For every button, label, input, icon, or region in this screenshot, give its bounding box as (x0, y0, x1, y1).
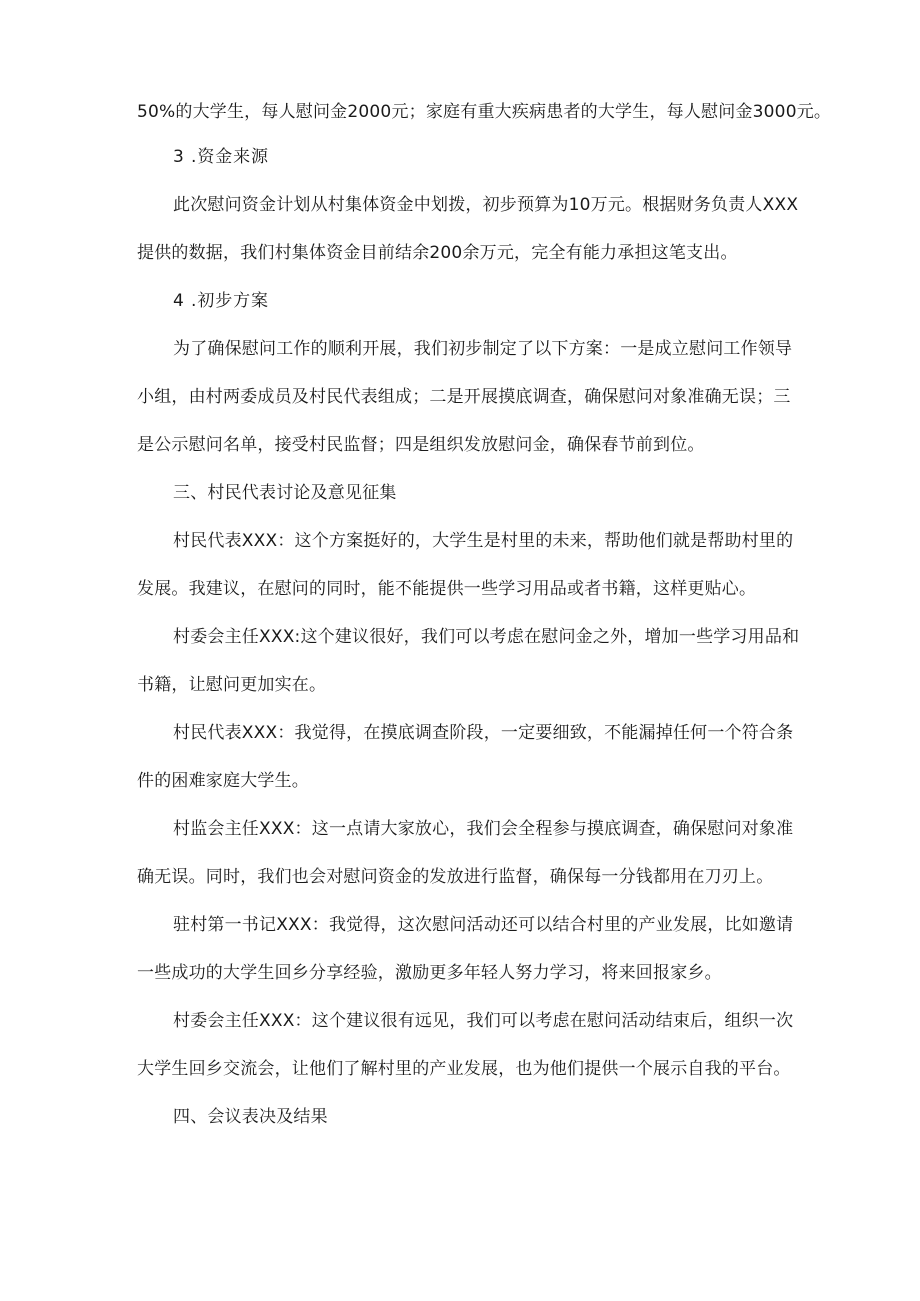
paragraph-line: 村委会主任XXX:这个建议很好，我们可以考虑在慰问金之外，增加一些学习用品和 (173, 627, 800, 647)
paragraph-line: 确无误。同时，我们也会对慰问资金的发放进行监督，确保每一分钱都用在刀刃上。 (137, 867, 774, 887)
paragraph-line: 书籍，让慰问更加实在。 (137, 675, 327, 695)
paragraph-line: 提供的数据，我们村集体资金目前结余200余万元，完全有能力承担这笔支出。 (137, 243, 738, 263)
paragraph-line: 一些成功的大学生回乡分享经验，激励更多年轻人努力学习，将来回报家乡。 (137, 963, 722, 983)
section-heading: 3 .资金来源 (173, 147, 269, 167)
paragraph-line: 村民代表XXX：我觉得，在摸底调查阶段，一定要细致，不能漏掉任何一个符合条 (173, 723, 794, 743)
paragraph-line: 发展。我建议，在慰问的同时，能不能提供一些学习用品或者书籍，这样更贴心。 (137, 579, 757, 599)
paragraph-line: 件的困难家庭大学生。 (137, 771, 309, 791)
section-heading: 三、村民代表讨论及意见征集 (173, 483, 397, 503)
paragraph-line: 村委会主任XXX：这个建议很有远见，我们可以考虑在慰问活动结束后，组织一次 (173, 1011, 794, 1031)
paragraph-line: 大学生回乡交流会，让他们了解村里的产业发展，也为他们提供一个展示自我的平台。 (137, 1059, 791, 1079)
text-line: 50%的大学生，每人慰问金2000元；家庭有重大疾病患者的大学生，每人慰问金3000元。 (137, 102, 832, 122)
paragraph-line: 此次慰问资金计划从村集体资金中划拨，初步预算为10万元。根据财务负责人XXX (173, 195, 799, 215)
section-heading: 4 .初步方案 (173, 291, 269, 311)
paragraph-line: 小组，由村两委成员及村民代表组成；二是开展摸底调查，确保慰问对象准确无误；三 (137, 387, 791, 407)
paragraph-line: 村监会主任XXX：这一点请大家放心，我们会全程参与摸底调查，确保慰问对象准 (173, 819, 794, 839)
section-heading: 四、会议表决及结果 (173, 1107, 328, 1127)
paragraph-line: 是公示慰问名单，接受村民监督；四是组织发放慰问金，确保春节前到位。 (137, 435, 705, 455)
paragraph-line: 驻村第一书记XXX：我觉得，这次慰问活动还可以结合村里的产业发展，比如邀请 (173, 915, 794, 935)
paragraph-line: 村民代表XXX：这个方案挺好的，大学生是村里的未来，帮助他们就是帮助村里的 (173, 531, 794, 551)
paragraph-line: 为了确保慰问工作的顺利开展，我们初步制定了以下方案：一是成立慰问工作领导 (173, 339, 793, 359)
